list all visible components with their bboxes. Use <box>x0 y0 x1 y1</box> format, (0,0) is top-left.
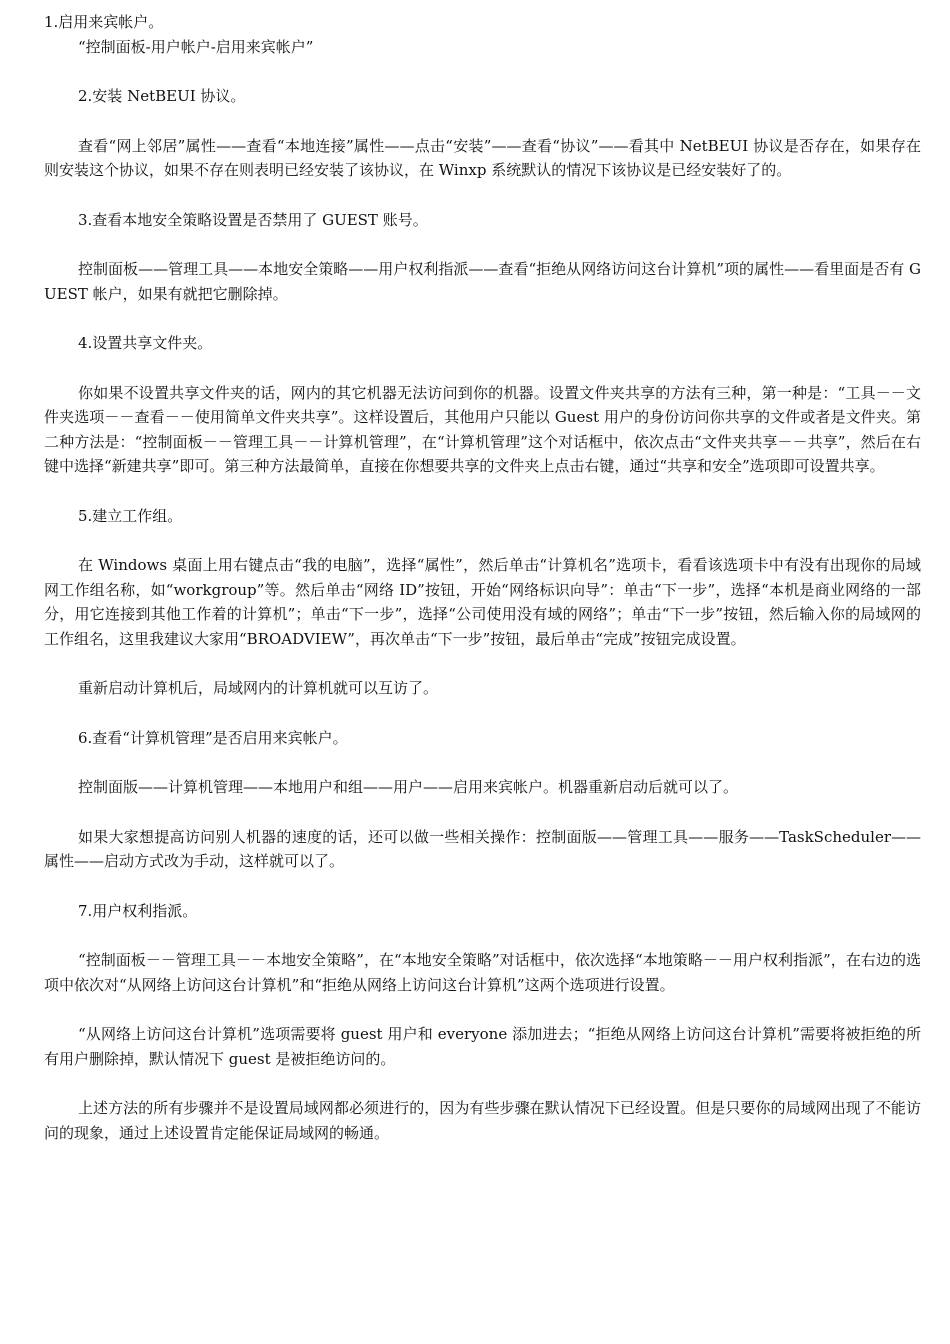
section-1-body: “控制面板-用户帐户-启用来宾帐户” <box>78 37 314 56</box>
section-6-body: 控制面版——计算机管理——本地用户和组——用户——启用来宾帐户。机器重新启动后就可以了。 <box>78 778 739 796</box>
section-4-title: 4.设置共享文件夹。 <box>78 334 213 352</box>
section-5-note: 重新启动计算机后，局域网内的计算机就可以互访了。 <box>78 679 439 697</box>
section-6-title: 6.查看“计算机管理”是否启用来宾帐户。 <box>78 728 348 747</box>
section-5-title: 5.建立工作组。 <box>78 506 183 525</box>
conclusion: 上述方法的所有步骤并不是设置局域网都必须进行的，因为有些步骤在默认情况下已经设置。但是只要你的局域网出现了不能访问的现象，通过上述设置肯定能保证局域网的畅通。 <box>44 1099 921 1142</box>
section-5-body: 在 Windows 桌面上用右键点击“我的电脑”，选择“属性”，然后单击“计算机名”选项卡，看看该选项卡中有没有出现你的局域网工作组名称，如“workgroup”等。然后单击“网络 ID”按钮，开始“网络标识向导”：单击“下一步”，选择“本机是商业网络的一部分，用它连接到其他工作着的计算机”；单击“下一步”，选择“公司使用没有域的网络”；单击“下一步”按钮，然后输入你的局域网的工作组名，这里我建议大家用“BROADVIEW”，再次单击“下一步”按钮，最后单击“完成”按钮完成设置。 <box>44 556 921 648</box>
section-4-body: 你如果不设置共享文件夹的话，网内的其它机器无法访问到你的机器。设置文件夹共享的方法有三种，第一种是：“工具－－文件夹选项－－查看－－使用简单文件夹共享”。这样设置后，其他用户只能以 Guest 用户的身份访问你共享的文件或者是文件夹。第二种方法是：“控制面板－－管理工具－－计算机管理”，在“计算机管理”这个对话框中，依次点击“文件夹共享－－共享”，然后在右键中选择“新建共享”即可。第三种方法最简单，直接在你想要共享的文件夹上点击右键，通过“共享和安全”选项即可设置共享。 <box>44 383 921 475</box>
section-7-body: “控制面板－－管理工具－－本地安全策略”，在“本地安全策略”对话框中，依次选择“本地策略－－用户权利指派”，在右边的选项中依次对“从网络上访问这台计算机”和“拒绝从网络上访问这台计算机”这两个选项进行设置。 <box>44 951 921 994</box>
section-7-title: 7.用户权利指派。 <box>78 901 198 920</box>
section-3-title: 3.查看本地安全策略设置是否禁用了 GUEST 账号。 <box>78 210 428 229</box>
document-page <box>44 10 921 1170</box>
section-7-detail: “从网络上访问这台计算机”选项需要将 guest 用户和 everyone 添加进去；“拒绝从网络上访问这台计算机”需要将被拒绝的所有用户删除掉，默认情况下 guest 是被拒绝访问的。 <box>44 1025 921 1068</box>
section-2-body: 查看“网上邻居”属性——查看“本地连接”属性——点击“安装”——查看“协议”——看其中 NetBEUI 协议是否存在，如果存在则安装这个协议，如果不存在则表明已经安装了该协议，在 Winxp 系统默认的情况下该协议是已经安装好了的。 <box>44 136 921 179</box>
section-2-title: 2.安装 NetBEUI 协议。 <box>78 87 246 105</box>
section-6-tip: 如果大家想提高访问别人机器的速度的话，还可以做一些相关操作：控制面版——管理工具——服务——TaskScheduler——属性——启动方式改为手动，这样就可以了。 <box>44 827 921 870</box>
section-1-title: 1.启用来宾帐户。 <box>44 13 164 31</box>
section-3-body: 控制面板——管理工具——本地安全策略——用户权利指派——查看“拒绝从网络访问这台计算机”项的属性——看里面是否有 GUEST 帐户，如果有就把它删除掉。 <box>44 260 921 303</box>
